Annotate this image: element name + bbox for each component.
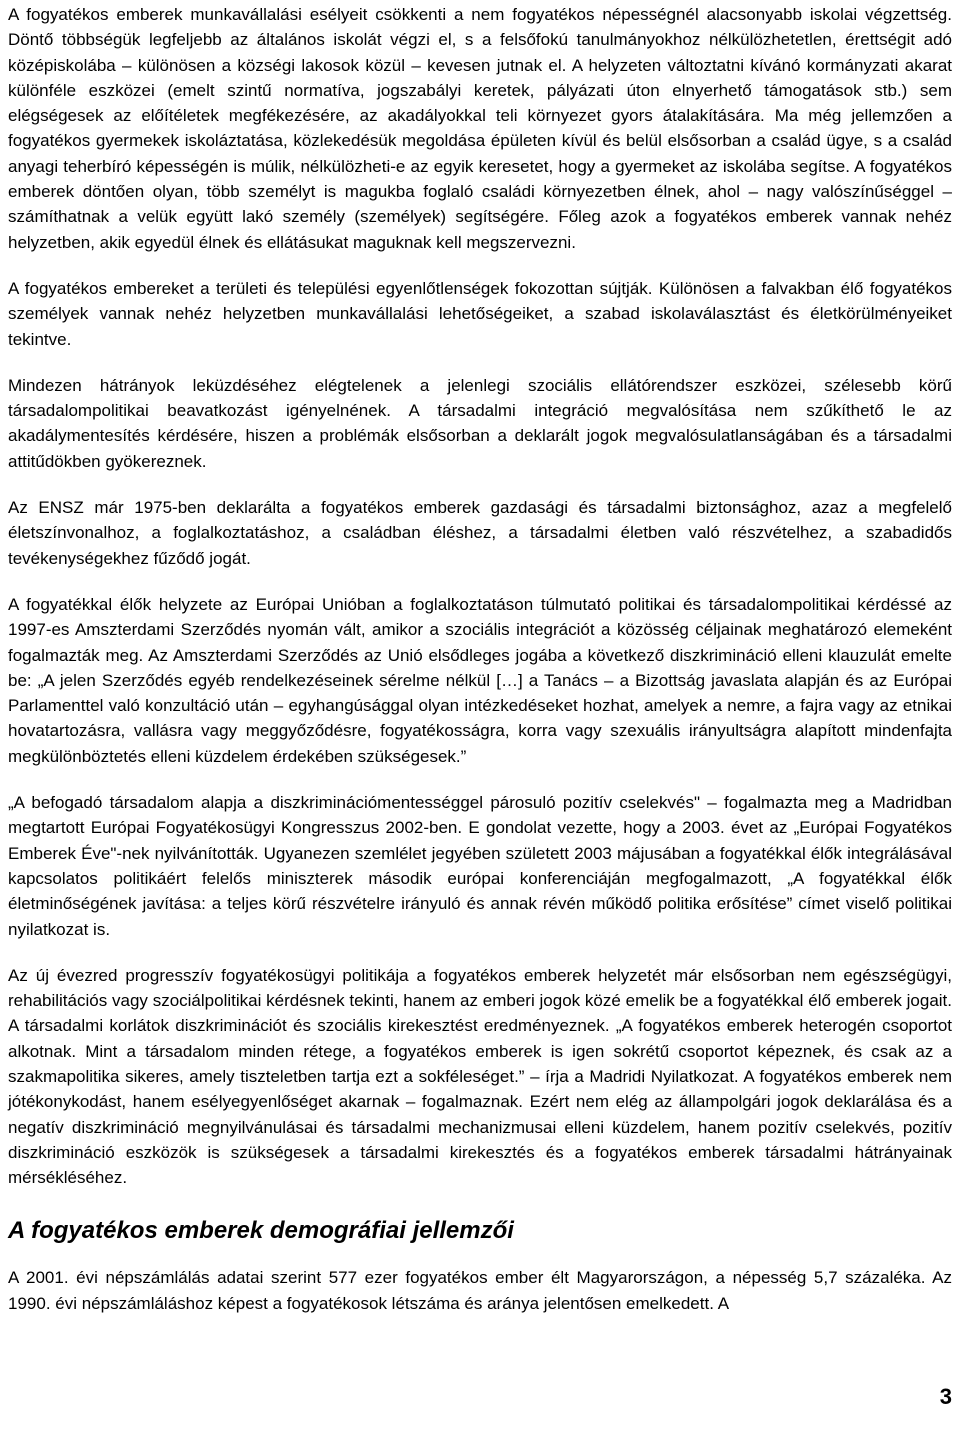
paragraph-education: A fogyatékos emberek munkavállalási esélyeit csökkenti a nem fogyatékos népességnél alacsonyabb iskolai végzettség. Döntő többségük legfeljebb az általános iskolát végzi el, s a felsőfokú tanulmányokhoz nélkülözhetetlen, érettségit adó középiskolába – különösen a községi lakosok közül – kevesen jutnak el. A helyzeten változtatni kívánó kormányzati akarat különféle eszközei (emelt szintű normatíva, jogszabályi keretek, pályázati úton elnyerhető támogatások stb.) sem elégségesek az előítéletek megfékezésére, az akadályokkal teli környezet gyors átalakítására. Ma még jellemzően a fogyatékos gyermekek iskoláztatása, közlekedésük megoldása épületen kívül és belül elsősorban a család ügye, s a család anyagi teherbíró képességén is múlik, nélkülözheti-e az egyik keresetet, hogy a gyermeket az iskolába segítse. A fogyatékos emberek döntően olyan, több személyt is magukba foglaló családi környezetben élnek, ahol – nagy valószínűséggel – számíthatnak a velük együtt lakó személy (személyek) segítségére. Főleg azok a fogyatékos emberek vannak nehéz helyzetben, akik egyedül élnek és ellátásukat maguknak kell megszervezni. xyxy=(8,5,952,252)
paragraph-eu-amsterdam-treaty: A fogyatékkal élők helyzete az Európai Unióban a foglalkoztatáson túlmutató politikai és társadalompolitikai kérdéssé az 1997-es Amszterdami Szerződés nyomán vált, amikor a szociális integrációt a közösség céljainak meghatározó elemeként fogalmazták meg. Az Amszterdami Szerződés az Unió elsődleges jogába a következő diszkrimináció elleni klauzulát emelte be: „A jelen Szerződés egyéb rendelkezéseinek sérelme nélkül […] a Tanács – a Bizottság javaslata alapján és az Európai Parlamenttel való konzultáció után – egyhangúsággal olyan intézkedéseket hozhat, amelyek a nemre, a fajra vagy az etnikai hovatartozásra, vallásra vagy meggyőződésre, fogyatékosságra, korra vagy szexuális irányultságra alapított mindenfajta megkülönböztetés elleni küzdelem érdekében szükségesek.” xyxy=(8,594,952,766)
section-heading: A fogyatékos emberek demográfiai jellemzői xyxy=(8,1217,514,1245)
paragraph-census: A 2001. évi népszámlálás adatai szerint 577 ezer fogyatékos ember élt Magyarországon, a népesség 5,7 százaléka. Az 1990. évi népszámláláshoz képest a fogyatékosok létszáma és aránya jelentősen emelkedett. A xyxy=(8,1268,952,1313)
paragraph-social-care-system: Mindezen hátrányok leküzdéséhez elégtelenek a jelenlegi szociális ellátórendszer eszközei, szélesebb körű társadalompolitikai beavatkozást igényelnének. A társadalmi integráció megvalósítása nem szűkíthető le az akadálymentesítés kérdésére, hiszen a problémák elsősorban a deklarált jogok megvalósulatlanságában és a társadalmi attitűdökben gyökereznek. xyxy=(8,375,952,471)
paragraph-territorial-inequality: A fogyatékos embereket a területi és települési egyenlőtlenségek fokozottan sújtják. Különösen a falvakban élő fogyatékos személyek vannak nehéz helyzetben munkavállalási lehetőségeiket, a szabad iskolaválasztást és életkörülményeiket tekintve. xyxy=(8,278,952,349)
paragraph-un-declaration: Az ENSZ már 1975-ben deklarálta a fogyatékos emberek gazdasági és társadalmi biztonsághoz, azaz a megfelelő életszínvonalhoz, a foglalkoztatáshoz, a családban éléshez, a társadalmi életben való részvételhez, a szabadidős tevékenységekhez fűződő jogát. xyxy=(8,498,952,568)
paragraph-disability-policy: Az új évezred progresszív fogyatékosügyi politikája a fogyatékos emberek helyzetét már elsősorban nem egészségügyi, rehabilitációs vagy szociálpolitikai kérdésnek tekinti, hanem az emberi jogok közé emelik be a fogyatékkal élő emberek jogait. A társadalmi korlátok diszkriminációt és szociális kirekesztést eredményeznek. „A fogyatékos emberek heterogén csoportot alkotnak. Mint a társadalom minden rétege, a fogyatékos emberek is igen sokrétű csoportot képeznek, és csak az a szakmapolitika sikeres, amely tiszteletben tartja ezt a sokféleséget.” – írja a Madridi Nyilatkozat. A fogyatékos emberek nem jótékonykodást, hanem esélyegyenlőséget akarnak – fogalmaznak. Ezért nem elég az állampolgári jogok deklarálása és a negatív diszkrimináció megnyilvánulásai és társadalmi mechanizmusai elleni küzdelem, hanem pozitív cselekvés, pozitív diszkrimináció eszközök is szükségesek a társadalmi kirekesztés és a fogyatékos emberek társadalmi hátrányainak mérsékléséhez. xyxy=(8,965,952,1188)
page-number: 3 xyxy=(939,1384,952,1409)
paragraph-madrid-congress: „A befogadó társadalom alapja a diszkriminációmentességgel párosuló pozitív cselekvés" – fogalmazta meg a Madridban megtartott Európai Fogyatékosügyi Kongresszus 2002-ben. E gondolat vezette, hogy a 2003. évet az „Európai Fogyatékos Emberek Éve"-nek nyilvánították. Ugyanezen szemlélet jegyében született 2003 májusában a fogyatékkal élők integrálásával kapcsolatos politikáért felelős miniszterek második európai konferenciáján megfogalmazott, „A fogyatékkal élők életminőségének javítása: a teljes körű részvételre irányuló és annak révén működő politika erősítése” címet viselő politikai nyilatkozat is. xyxy=(8,793,952,939)
document-page xyxy=(8,2,952,1337)
